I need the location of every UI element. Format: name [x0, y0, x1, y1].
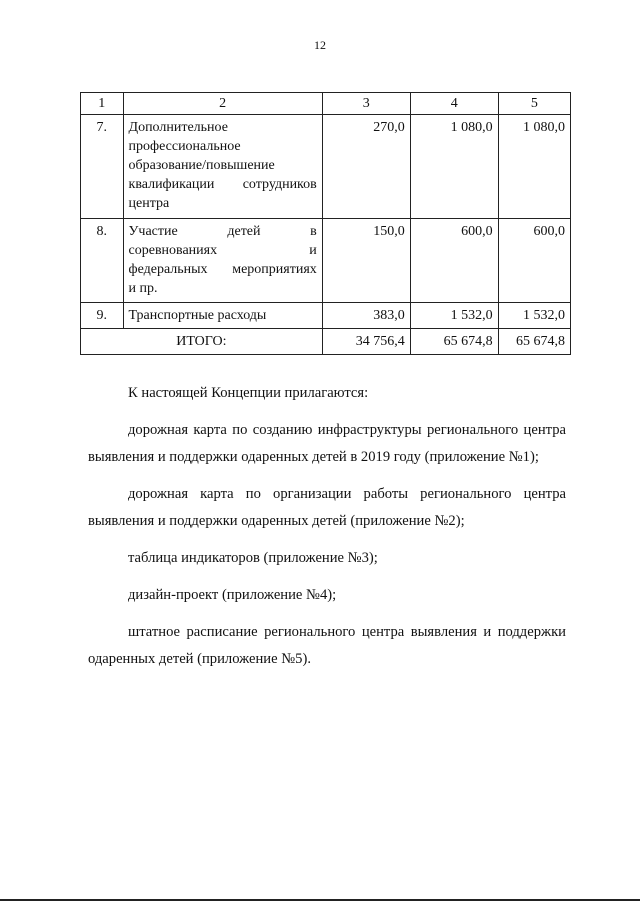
- row-name: [123, 303, 322, 329]
- total-value: 65 674,8: [498, 329, 570, 355]
- row-name-line: профессиональное: [128, 139, 241, 154]
- attachment-item: таблица индикаторов (приложение №3);: [128, 550, 378, 566]
- expense-table: [80, 92, 571, 355]
- row-name-line: образование/повышение: [128, 158, 275, 173]
- row-value: 1 532,0: [498, 303, 570, 329]
- row-name-line: квалификации сотрудников: [128, 177, 317, 192]
- header-cell: 4: [410, 93, 498, 115]
- row-name: [123, 115, 322, 219]
- row-name-line: и пр.: [128, 281, 158, 296]
- attachment-item: штатное расписание регионального центра выявления и поддержки одаренных детей (приложение №5).: [88, 624, 566, 667]
- attachment-item: дорожная карта по созданию инфраструктуры регионального центра выявления и поддержки одаренных детей в 2019 году (приложение №1);: [88, 422, 566, 465]
- row-value: 383,0: [322, 303, 410, 329]
- table-row: [81, 219, 571, 303]
- row-name-line: федеральных мероприятиях: [128, 262, 317, 277]
- row-number: 7.: [81, 115, 124, 219]
- row-value: 1 080,0: [498, 115, 570, 219]
- row-value: 1 080,0: [410, 115, 498, 219]
- table-row: [81, 115, 571, 219]
- header-cell: 1: [81, 93, 124, 115]
- attachment-item: дорожная карта по организации работы регионального центра выявления и поддержки одаренных детей (приложение №2);: [88, 486, 566, 529]
- row-name: [123, 219, 322, 303]
- total-value: 65 674,8: [410, 329, 498, 355]
- row-name-line: Транспортные расходы: [128, 308, 267, 323]
- row-name-line: центра: [128, 196, 170, 211]
- table-header-row: [81, 93, 571, 115]
- row-value: 1 532,0: [410, 303, 498, 329]
- total-row: [81, 329, 571, 355]
- attachments-section: [88, 380, 566, 683]
- total-value: 34 756,4: [322, 329, 410, 355]
- header-cell: 3: [322, 93, 410, 115]
- attachment-item: дизайн-проект (приложение №4);: [128, 587, 337, 603]
- row-value: 270,0: [322, 115, 410, 219]
- row-value: 150,0: [322, 219, 410, 303]
- attachments-intro: К настоящей Концепции прилагаются:: [128, 385, 369, 401]
- header-cell: 2: [123, 93, 322, 115]
- page-bottom-edge: [0, 899, 640, 901]
- row-name-line: соревнованиях и: [128, 243, 317, 258]
- total-label: ИТОГО:: [81, 329, 323, 355]
- row-name-line: Дополнительное: [128, 120, 228, 135]
- row-number: 8.: [81, 219, 124, 303]
- table-row: [81, 303, 571, 329]
- row-name-line: Участие детей в: [128, 224, 317, 239]
- header-cell: 5: [498, 93, 570, 115]
- page-number: 12: [314, 38, 326, 52]
- row-number: 9.: [81, 303, 124, 329]
- row-value: 600,0: [498, 219, 570, 303]
- row-value: 600,0: [410, 219, 498, 303]
